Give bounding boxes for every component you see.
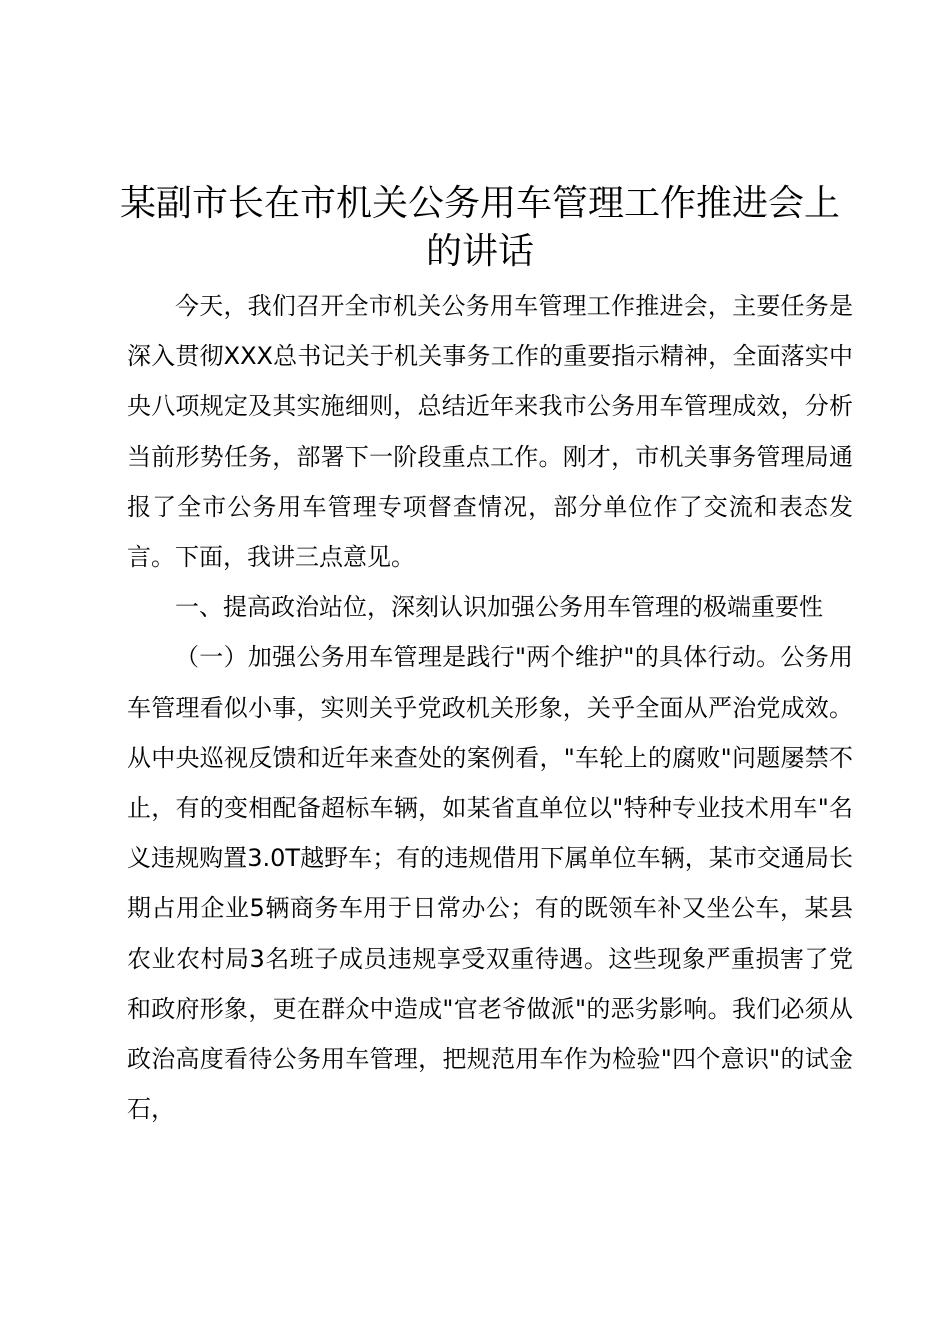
paragraph-intro: 今天，我们召开全市机关公务用车管理工作推进会，主要任务是深入贯彻XXX总书记关于机关事务工作的重要指示精神，全面落实中央八项规定及其实施细则，总结近年来我市公务用车管理成效，分析当前形势任务，部署下一阶段重点工作。刚才，市机关事务管理局通报了全市公务用车管理专项督查情况，部分单位作了交流和表态发言。下面，我讲三点意见。	[127, 292, 853, 572]
document-title: 某副市长在市机关公务用车管理工作推进会上的讲话	[119, 183, 840, 272]
paragraph-subsection-1: （一）加强公务用车管理是践行"两个维护"的具体行动。公务用车管理看似小事，实则关乎党政机关形象，关乎全面从严治党成效。从中央巡视反馈和近年来查处的案例看，"车轮上的腐败"问题屡禁不止，有的变相配备超标车辆，如某省直单位以"特种专业技术用车"名义违规购置3.0T越野车；有的违规借用下属单位车辆，某市交通局长期占用企业5辆商务车用于日常办公；有的既领车补又坐公车，某县农业农村局3名班子成员违规享受双重待遇。这些现象严重损害了党和政府形象，更在群众中造成"官老爷做派"的恶劣影响。我们必须从政治高度看待公务用车管理，把规范用车作为检验"四个意识"的试金石，	[127, 643, 853, 1124]
section-heading-1: 一、提高政治站位，深刻认识加强公务用车管理的极端重要性	[175, 593, 823, 622]
document-body	[127, 281, 853, 1134]
